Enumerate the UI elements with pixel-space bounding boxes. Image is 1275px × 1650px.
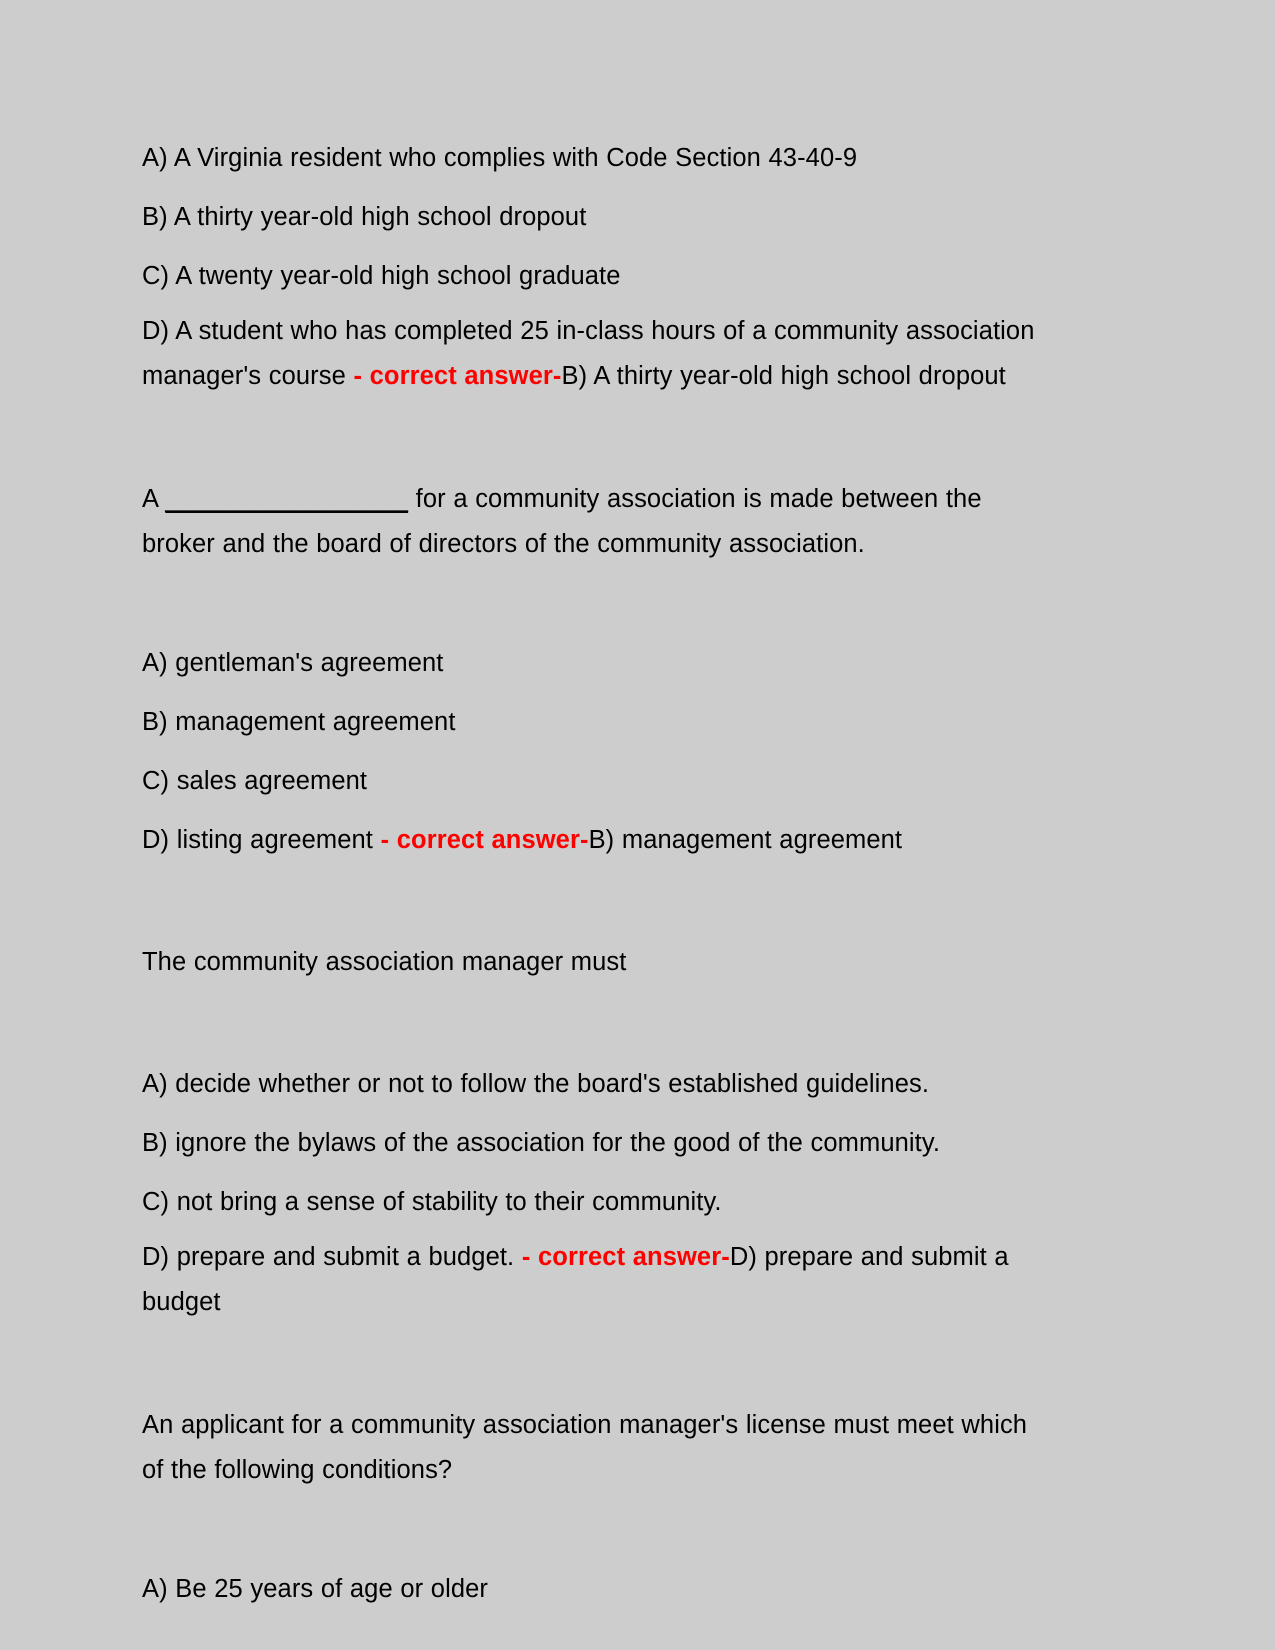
spacer — [142, 1228, 1047, 1235]
option-d-text-before: D) prepare and submit a budget. — [142, 1243, 522, 1271]
correct-answer-marker: - correct answer- — [353, 362, 562, 390]
spacer — [142, 689, 1047, 696]
spacer — [142, 399, 1047, 477]
option-b: B) management agreement — [142, 708, 456, 736]
stem-text-before: A — [142, 485, 166, 513]
spacer — [142, 988, 1047, 1058]
question-2-stem — [142, 477, 1047, 567]
option-c: C) sales agreement — [142, 767, 368, 795]
question-3-stem: The community association manager must — [142, 948, 627, 976]
spacer — [142, 1325, 1047, 1403]
fill-in-blank: _________________ — [165, 485, 409, 513]
option-c: C) A twenty year-old high school graduate — [142, 262, 621, 290]
option-d-answer-text: B) A thirty year-old high school dropout — [561, 362, 1006, 390]
option-d-answer-text: D) prepare and submit a budget — [142, 1243, 1009, 1316]
spacer — [142, 567, 1047, 637]
correct-answer-marker: - correct answer- — [521, 1243, 730, 1271]
option-d-text-before: D) A student who has completed 25 in-class hours of a community association manager's course — [142, 317, 1035, 390]
question-4-stem: An applicant for a community association manager's license must meet which of the following conditions? — [142, 1411, 1028, 1484]
option-c: C) not bring a sense of stability to their community. — [142, 1188, 722, 1216]
option-a: A) decide whether or not to follow the board's established guidelines. — [142, 1070, 930, 1098]
option-d — [142, 1235, 1047, 1325]
spacer — [142, 1169, 1047, 1176]
question-4 — [142, 1403, 1047, 1615]
question-2 — [142, 477, 1047, 866]
spacer — [142, 184, 1047, 191]
spacer — [142, 1110, 1047, 1117]
option-a: A) Be 25 years of age or older — [142, 1575, 488, 1603]
spacer — [142, 807, 1047, 814]
correct-answer-marker: - correct answer- — [380, 826, 589, 854]
spacer — [142, 243, 1047, 250]
spacer — [142, 302, 1047, 309]
option-b: B) A thirty year-old high school dropout — [142, 203, 587, 231]
stem-text-after: for a community association is made between the broker and the board of directors of the community association. — [142, 485, 982, 558]
option-d-text-before: D) listing agreement — [142, 826, 381, 854]
option-d — [142, 309, 1047, 399]
option-d — [142, 814, 1047, 866]
option-a: A) A Virginia resident who complies with Code Section 43-40-9 — [142, 144, 858, 172]
option-d-answer-text: B) management agreement — [588, 826, 903, 854]
spacer — [142, 748, 1047, 755]
question-1-options — [142, 132, 1047, 399]
option-a: A) gentleman's agreement — [142, 649, 444, 677]
question-3 — [142, 936, 1047, 1325]
option-b: B) ignore the bylaws of the association for the good of the community. — [142, 1129, 941, 1157]
spacer — [142, 1493, 1047, 1563]
spacer — [142, 866, 1047, 936]
